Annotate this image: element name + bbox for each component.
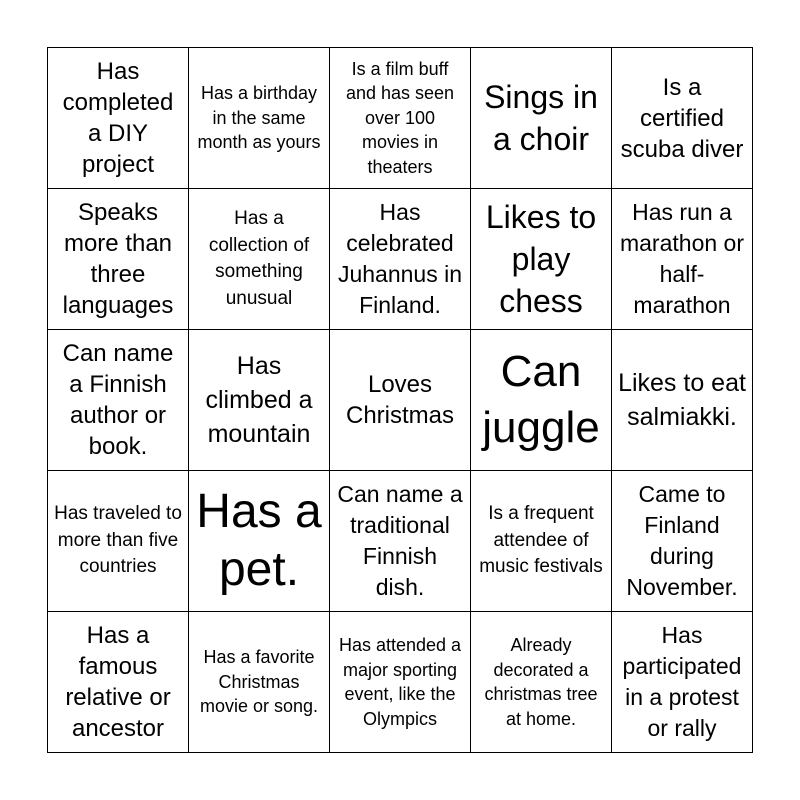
cell-text: Has a birthday in the same month as yours xyxy=(197,83,321,153)
bingo-cell[interactable] xyxy=(612,612,753,753)
bingo-cell[interactable] xyxy=(189,330,330,471)
cell-text: Likes to eat salmiakki. xyxy=(618,369,746,431)
cell-text: Has a famous relative or ancestor xyxy=(65,622,171,742)
bingo-cell[interactable] xyxy=(471,471,612,612)
bingo-cell[interactable] xyxy=(330,471,471,612)
bingo-cell[interactable] xyxy=(189,189,330,330)
bingo-cell[interactable] xyxy=(48,612,189,753)
bingo-cell[interactable] xyxy=(471,189,612,330)
cell-text: Is a film buff and has seen over 100 movies in theaters xyxy=(345,58,455,177)
cell-text: Can name a traditional Finnish dish. xyxy=(337,481,463,600)
cell-text: Has attended a major sporting event, like the Olympics xyxy=(338,635,462,729)
bingo-cell[interactable] xyxy=(48,189,189,330)
bingo-cell[interactable] xyxy=(471,48,612,189)
cell-text: Has celebrated Juhannus in Finland. xyxy=(337,199,463,318)
bingo-cell[interactable] xyxy=(330,612,471,753)
cell-text: Already decorated a christmas tree at home. xyxy=(484,635,598,729)
cell-text: Has climbed a mountain xyxy=(205,352,313,448)
cell-text: Can name a Finnish author or book. xyxy=(62,340,174,460)
bingo-cell[interactable] xyxy=(330,189,471,330)
cell-text: Loves Christmas xyxy=(345,371,454,429)
bingo-cell[interactable] xyxy=(612,471,753,612)
bingo-cell[interactable] xyxy=(612,48,753,189)
bingo-cell[interactable] xyxy=(330,330,471,471)
cell-text: Is a frequent attendee of music festivals xyxy=(479,503,603,578)
cell-text: Is a certified scuba diver xyxy=(620,73,744,163)
bingo-cell[interactable] xyxy=(612,330,753,471)
bingo-cell[interactable] xyxy=(471,612,612,753)
cell-text: Has a pet. xyxy=(196,485,322,596)
cell-text: Came to Finland during November. xyxy=(626,481,738,600)
bingo-cell[interactable] xyxy=(189,612,330,753)
bingo-board xyxy=(47,47,753,753)
cell-text: Can juggle xyxy=(482,347,600,452)
cell-text: Sings in a choir xyxy=(484,79,598,157)
bingo-cell[interactable] xyxy=(612,189,753,330)
cell-text: Has traveled to more than five countries xyxy=(54,503,182,578)
cell-text: Has completed a DIY project xyxy=(62,58,174,178)
bingo-cell[interactable] xyxy=(471,330,612,471)
bingo-cell[interactable] xyxy=(48,471,189,612)
bingo-cell[interactable] xyxy=(189,48,330,189)
cell-text: Has a collection of something unusual xyxy=(208,208,310,309)
cell-text: Speaks more than three languages xyxy=(62,199,174,319)
bingo-cell[interactable] xyxy=(189,471,330,612)
cell-text: Has run a marathon or half-marathon xyxy=(619,199,744,318)
bingo-cell[interactable] xyxy=(48,48,189,189)
cell-text: Has participated in a protest or rally xyxy=(622,622,742,741)
bingo-cell[interactable] xyxy=(330,48,471,189)
bingo-cell[interactable] xyxy=(48,330,189,471)
cell-text: Likes to play chess xyxy=(485,199,597,319)
cell-text: Has a favorite Christmas movie or song. xyxy=(199,647,319,717)
